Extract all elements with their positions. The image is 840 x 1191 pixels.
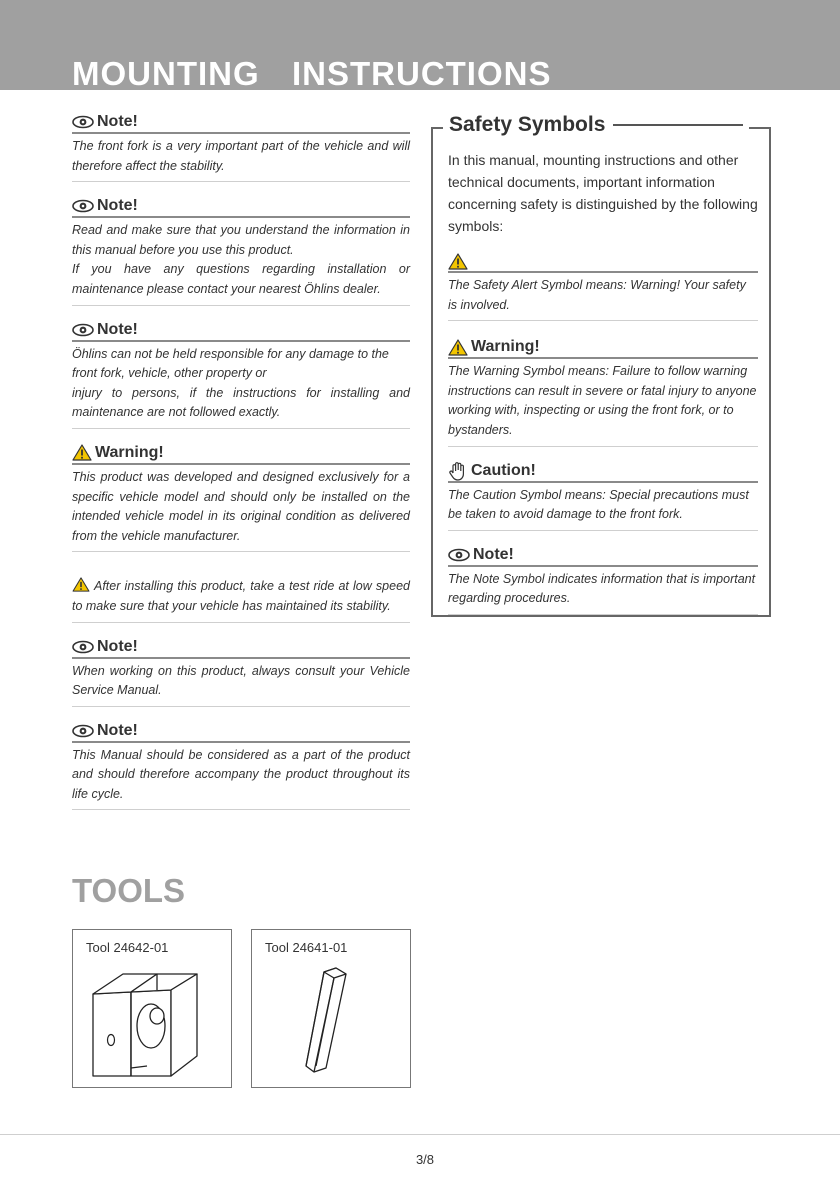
tool-label: Tool 24641-01	[265, 940, 348, 955]
warning-triangle-icon	[72, 577, 90, 592]
note-heading	[72, 112, 410, 134]
warning-tip-block	[72, 572, 410, 622]
warning-triangle-icon	[72, 444, 92, 461]
tool-card-1	[72, 929, 232, 1088]
alert-symbol-block	[448, 251, 758, 321]
left-column	[72, 112, 410, 824]
page-title: MOUNTING INSTRUCTIONS	[72, 55, 552, 92]
hand-icon	[448, 461, 468, 481]
warning-symbol-block	[448, 337, 758, 446]
safety-intro: In this manual, mounting instructions and other technical documents, important information concerning safety is distinguished by the following symbols:	[448, 152, 758, 234]
note-heading	[72, 196, 410, 218]
note-paragraph: If you have any questions regarding installation or maintenance please contact your nearest Öhlins dealer.	[72, 262, 410, 296]
warning-tip-text	[72, 574, 410, 621]
note-block-1	[72, 112, 410, 182]
note-block-2	[72, 196, 410, 305]
caution-heading	[448, 461, 758, 483]
tool-label: Tool 24642-01	[86, 940, 169, 955]
tool-card-2	[251, 929, 411, 1088]
warning-heading	[72, 443, 410, 465]
warning-triangle-icon	[448, 339, 468, 356]
safety-title	[443, 113, 749, 137]
note-block-5	[72, 721, 410, 811]
note-text: When working on this product, always consult your Vehicle Service Manual.	[72, 663, 410, 698]
note-label: Note!	[97, 197, 138, 215]
eye-icon	[72, 323, 94, 337]
note-heading	[448, 545, 758, 567]
header-bar	[0, 0, 840, 90]
eye-icon	[448, 548, 470, 562]
note-label: Note!	[473, 545, 514, 563]
safety-symbols-box	[431, 113, 771, 617]
note-block-4	[72, 637, 410, 707]
warning-text: This product was developed and designed exclusively for a specific vehicle model and should only be installed on the intended vehicle model in its original condition as delivered from the vehicle manufacturer.	[72, 469, 410, 543]
eye-icon	[72, 199, 94, 213]
note-text: The Note Symbol indicates information that is important regarding procedures.	[448, 571, 756, 606]
eye-icon	[72, 115, 94, 129]
press-block-tool-illustration	[91, 964, 211, 1082]
warning-triangle-icon	[448, 253, 468, 270]
note-label: Note!	[97, 113, 138, 130]
warning-heading	[448, 337, 758, 359]
note-text: This Manual should be considered as a part of the product and should therefore accompany the product throughout its life cycle.	[72, 747, 410, 801]
note-text: The front fork is a very important part of the vehicle and will therefore affect the stability.	[72, 139, 410, 173]
caution-text: The Caution Symbol means: Special precautions must be taken to avoid damage to the front fork.	[448, 487, 749, 522]
note-text	[72, 342, 410, 428]
note-label: Note!	[97, 320, 138, 338]
warning-label: Warning!	[471, 338, 540, 356]
caution-symbol-block	[448, 461, 758, 531]
note-symbol-block	[448, 545, 758, 615]
note-paragraph: injury to persons, if the instructions for installing and maintenance are not followed exactly.	[72, 385, 410, 420]
caution-label: Caution!	[471, 461, 536, 479]
title-rule	[613, 124, 743, 126]
note-paragraph: Read and make sure that you understand the information in this manual before you use this product.	[72, 223, 410, 257]
safety-symbol-list	[448, 251, 758, 627]
page-number: 3/8	[415, 1152, 435, 1167]
safety-title-text: Safety Symbols	[449, 113, 606, 136]
tools-heading: TOOLS	[72, 872, 186, 909]
note-text	[72, 218, 410, 304]
note-paragraph: Öhlins can not be held responsible for any damage to the front fork, vehicle, other property or	[72, 346, 389, 381]
hex-bar-tool-illustration	[302, 966, 362, 1076]
note-heading	[72, 320, 410, 342]
footer-divider	[0, 1134, 840, 1135]
warning-label: Warning!	[95, 443, 164, 461]
alert-text: The Safety Alert Symbol means: Warning! Your safety is involved.	[448, 278, 746, 312]
eye-icon	[72, 724, 94, 738]
note-label: Note!	[97, 721, 138, 739]
note-block-3	[72, 320, 410, 429]
note-heading	[72, 721, 410, 743]
note-label: Note!	[97, 637, 138, 655]
warning-tip-paragraph: After installing this product, take a test ride at low speed to make sure that your vehicle has maintained its stability.	[72, 579, 410, 613]
eye-icon	[72, 640, 94, 654]
warning-text: The Warning Symbol means: Failure to follow warning instructions can result in severe or fatal injury to anyone working with, inspecting or using the front fork, or to bystanders.	[448, 364, 757, 437]
alert-heading	[448, 251, 758, 273]
warning-block	[72, 443, 410, 552]
note-heading	[72, 637, 410, 659]
